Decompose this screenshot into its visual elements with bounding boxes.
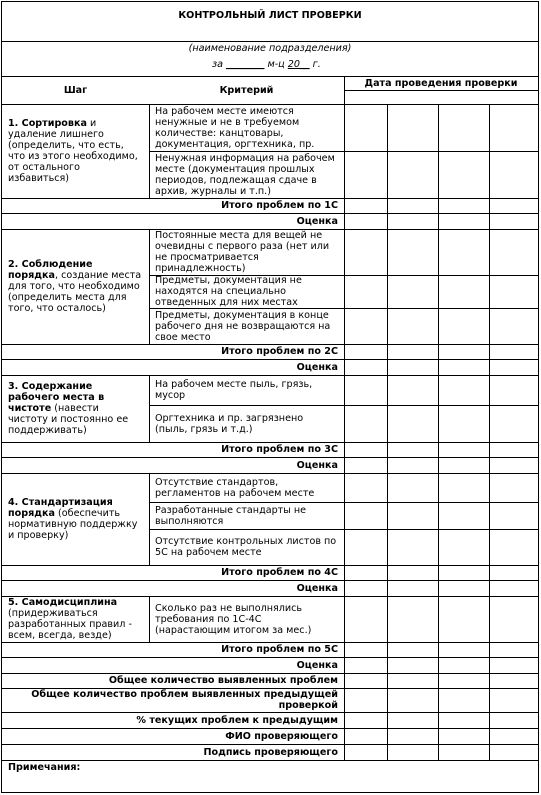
date-column-line <box>438 596 439 642</box>
criterion-2-3: Предметы, документация в конце <box>155 309 329 321</box>
criterion-2-3: свое место <box>155 331 211 343</box>
step-3-line: чистоте (навести <box>8 403 99 414</box>
date-column-line <box>387 457 388 473</box>
date-column-line <box>387 473 388 565</box>
criterion-1-1: количестве: канцтовары, <box>155 127 284 139</box>
date-column-line <box>387 565 388 580</box>
summary-bottom <box>2 712 538 713</box>
date-column-line <box>387 104 388 198</box>
date-column-line <box>387 673 388 688</box>
date-column-line <box>489 442 490 457</box>
score-bottom <box>2 375 538 376</box>
date-column-line <box>387 375 388 442</box>
date-column-line <box>387 657 388 673</box>
date-column-line <box>438 457 439 473</box>
date-column-line <box>438 580 439 596</box>
date-column-line <box>489 673 490 688</box>
criterion-2-3: рабочего дня не возвращаются на <box>155 320 331 332</box>
score-step-2: Оценка <box>296 362 338 373</box>
date-column-line <box>438 473 439 565</box>
summary-4: ФИО проверяющего <box>225 730 338 742</box>
date-column-line <box>438 565 439 580</box>
criterion-4-3: Отсутствие контрольных листов по <box>155 536 337 547</box>
criterion-4-3: 5С на рабочем месте <box>155 547 262 558</box>
date-column-line <box>489 213 490 229</box>
date-column-line <box>489 565 490 580</box>
step-1-line: 1. Сортировка и <box>8 118 97 129</box>
total-step-2: Итого проблем по 2С <box>221 346 338 357</box>
step-1-line: (определить, что есть, <box>8 140 124 151</box>
step-5-line: всем, всегда, везде) <box>8 630 112 641</box>
date-column-line <box>387 580 388 596</box>
date-column-line <box>489 457 490 473</box>
step-4-line: порядка (обеспечить <box>8 508 121 519</box>
score-step-5: Оценка <box>296 660 338 671</box>
step-1-line: что из этого необходимо, <box>8 151 138 162</box>
date-column-line <box>438 688 439 712</box>
criterion-1-1: ненужные и не в требуемом <box>155 116 300 128</box>
notes-label: Примечания: <box>8 762 81 773</box>
date-column-line <box>489 198 490 213</box>
criterion-3-1: мусор <box>155 390 186 401</box>
criterion-2-1: принадлежность) <box>155 263 246 274</box>
step-3-line: чистоту и постоянно ее <box>8 414 129 425</box>
step-4-line: нормативную поддержку <box>8 519 138 530</box>
date-column-line <box>489 473 490 565</box>
date-column-line <box>387 344 388 359</box>
criterion-4-1: Отсутствие стандартов, <box>155 476 279 488</box>
total-step-3: Итого проблем по 3С <box>221 444 338 455</box>
total-step-4: Итого проблем по 4С <box>221 567 338 578</box>
criterion-2-1: очевидны с первого раза (нет или <box>155 241 330 252</box>
date-column-line <box>438 229 439 344</box>
date-column-line <box>489 359 490 375</box>
date-column-line <box>489 104 490 198</box>
date-column-line <box>489 596 490 642</box>
date-column-line <box>489 688 490 712</box>
step-2-line: 2. Соблюдение <box>8 259 93 270</box>
date-column-line <box>489 375 490 442</box>
summary-2: Общее количество проблем выявленных предыдущей <box>31 689 338 700</box>
dates-sub-line <box>344 90 538 91</box>
date-column-line <box>387 728 388 744</box>
total-step-5: Итого проблем по 5С <box>221 644 338 655</box>
score-top <box>2 657 538 658</box>
date-column-line <box>387 642 388 657</box>
step-3-line: 3. Содержание <box>8 381 93 392</box>
header-dates: Дата проведения проверки <box>364 78 518 89</box>
criterion-1-2: периодов, подлежащая сдаче в <box>155 174 317 186</box>
step-2-line: порядка, создание места <box>8 270 142 281</box>
date-column-line <box>387 712 388 728</box>
summary-2: проверкой <box>278 700 338 711</box>
summary-bottom <box>2 728 538 729</box>
step-4-line: 4. Стандартизация <box>8 497 113 508</box>
step-1-line: удаление лишнего <box>8 129 104 140</box>
score-top <box>2 213 538 214</box>
header-criterion: Критерий <box>219 85 274 96</box>
step-divider <box>149 596 150 642</box>
date-column-line <box>438 642 439 657</box>
date-column-line <box>387 229 388 344</box>
criterion-4-2: Разработанные стандарты не <box>155 504 307 516</box>
date-column-line <box>489 744 490 760</box>
criterion-1-2: Ненужная информация на рабочем <box>155 152 335 164</box>
summary-5: Подпись проверяющего <box>203 746 338 758</box>
total-top <box>2 442 538 443</box>
criterion-5-1: (нарастающим итогом за мес.) <box>155 624 312 636</box>
criterion-5-1: требования по 1С-4С <box>155 613 262 625</box>
summary-bottom <box>2 760 538 761</box>
date-column-line <box>438 442 439 457</box>
criterion-2-2: Предметы, документация не <box>155 275 302 286</box>
criterion-3-1: На рабочем месте пыль, грязь, <box>155 379 313 390</box>
criterion-1-2: месте (документация прошлых <box>155 163 315 175</box>
step-2-line: для того, что необходимо <box>8 281 140 292</box>
page-title: КОНТРОЛЬНЫЙ ЛИСТ ПРОВЕРКИ <box>178 10 362 21</box>
date-column-line <box>438 728 439 744</box>
date-column-line <box>387 596 388 642</box>
date-column-line <box>438 744 439 760</box>
summary-1: Общее количество выявленных проблем <box>108 675 338 686</box>
date-column-line <box>387 442 388 457</box>
score-top <box>2 359 538 360</box>
date-column-line <box>438 673 439 688</box>
total-step-1: Итого проблем по 1С <box>221 200 338 211</box>
criterion-2-1: не просматривается <box>155 252 259 263</box>
total-top <box>2 565 538 566</box>
date-column-line <box>438 344 439 359</box>
score-bottom <box>2 473 538 474</box>
score-top <box>2 580 538 581</box>
date-column-line <box>387 359 388 375</box>
date-column-line <box>438 712 439 728</box>
period-line: за ________ м-ц 20__ г. <box>212 59 321 70</box>
summary-bottom <box>2 744 538 745</box>
date-column-line <box>489 580 490 596</box>
date-column-line <box>387 744 388 760</box>
subdivision-hint: (наименование подразделения) <box>188 43 352 54</box>
criterion-1-2: архив, журналы и т.п.) <box>155 185 271 197</box>
step-2-line: того, что осталось) <box>8 303 106 314</box>
date-column-line <box>438 198 439 213</box>
step-5-line: (придерживаться <box>8 608 98 619</box>
criterion-4-2: выполняются <box>155 515 224 527</box>
date-column-line <box>438 104 439 198</box>
step-1-line: избавиться) <box>8 173 70 184</box>
score-bottom <box>2 673 538 674</box>
criterion-1-1: На рабочем месте имеются <box>155 105 294 117</box>
criterion-3-2: Оргтехника и пр. загрязнено <box>155 412 304 424</box>
total-top <box>2 198 538 199</box>
step-5-line: 5. Самодисциплина <box>8 597 118 608</box>
score-top <box>2 457 538 458</box>
score-step-4: Оценка <box>296 583 338 594</box>
summary-3: % текущих проблем к предыдущим <box>136 714 338 726</box>
date-column-line <box>489 712 490 728</box>
date-column-line <box>489 344 490 359</box>
step-1-line: от остального <box>8 162 80 173</box>
date-column-line <box>387 213 388 229</box>
criterion-5-1: Сколько раз не выполнялись <box>155 602 303 614</box>
date-column-line <box>489 728 490 744</box>
step-3-line: поддерживать) <box>8 425 87 436</box>
step-divider <box>149 229 150 344</box>
table-top <box>2 76 538 77</box>
date-column-line <box>438 213 439 229</box>
criterion-4-1: регламентов на рабочем месте <box>155 487 315 499</box>
date-column-line <box>438 359 439 375</box>
score-step-3: Оценка <box>296 460 338 471</box>
criterion-2-2: отведенных для них местах <box>155 297 298 308</box>
date-column-line <box>438 657 439 673</box>
title-divider <box>2 41 538 42</box>
date-column-line <box>489 657 490 673</box>
step-3-line: рабочего места в <box>8 392 105 403</box>
step-2-line: (определить места для <box>8 292 127 303</box>
criterion-right-border <box>344 76 345 760</box>
date-column-line <box>387 198 388 213</box>
criterion-2-1: Постоянные места для вещей не <box>155 230 323 241</box>
date-column-line <box>387 688 388 712</box>
step-5-line: разработанных правил - <box>8 619 132 630</box>
score-step-1: Оценка <box>296 216 338 227</box>
header-step: Шаг <box>63 85 88 96</box>
date-column-line <box>489 229 490 344</box>
step-divider <box>149 375 150 442</box>
step-4-line: и проверку) <box>8 530 69 541</box>
total-top <box>2 642 538 643</box>
date-column-line <box>438 375 439 442</box>
step-divider <box>149 473 150 565</box>
criterion-1-1: документация, оргтехника, пр. <box>155 138 315 150</box>
date-column-line <box>489 642 490 657</box>
total-top <box>2 344 538 345</box>
criterion-3-2: (пыль, грязь и т.д.) <box>155 423 253 435</box>
criterion-2-2: находятся на специально <box>155 286 287 297</box>
